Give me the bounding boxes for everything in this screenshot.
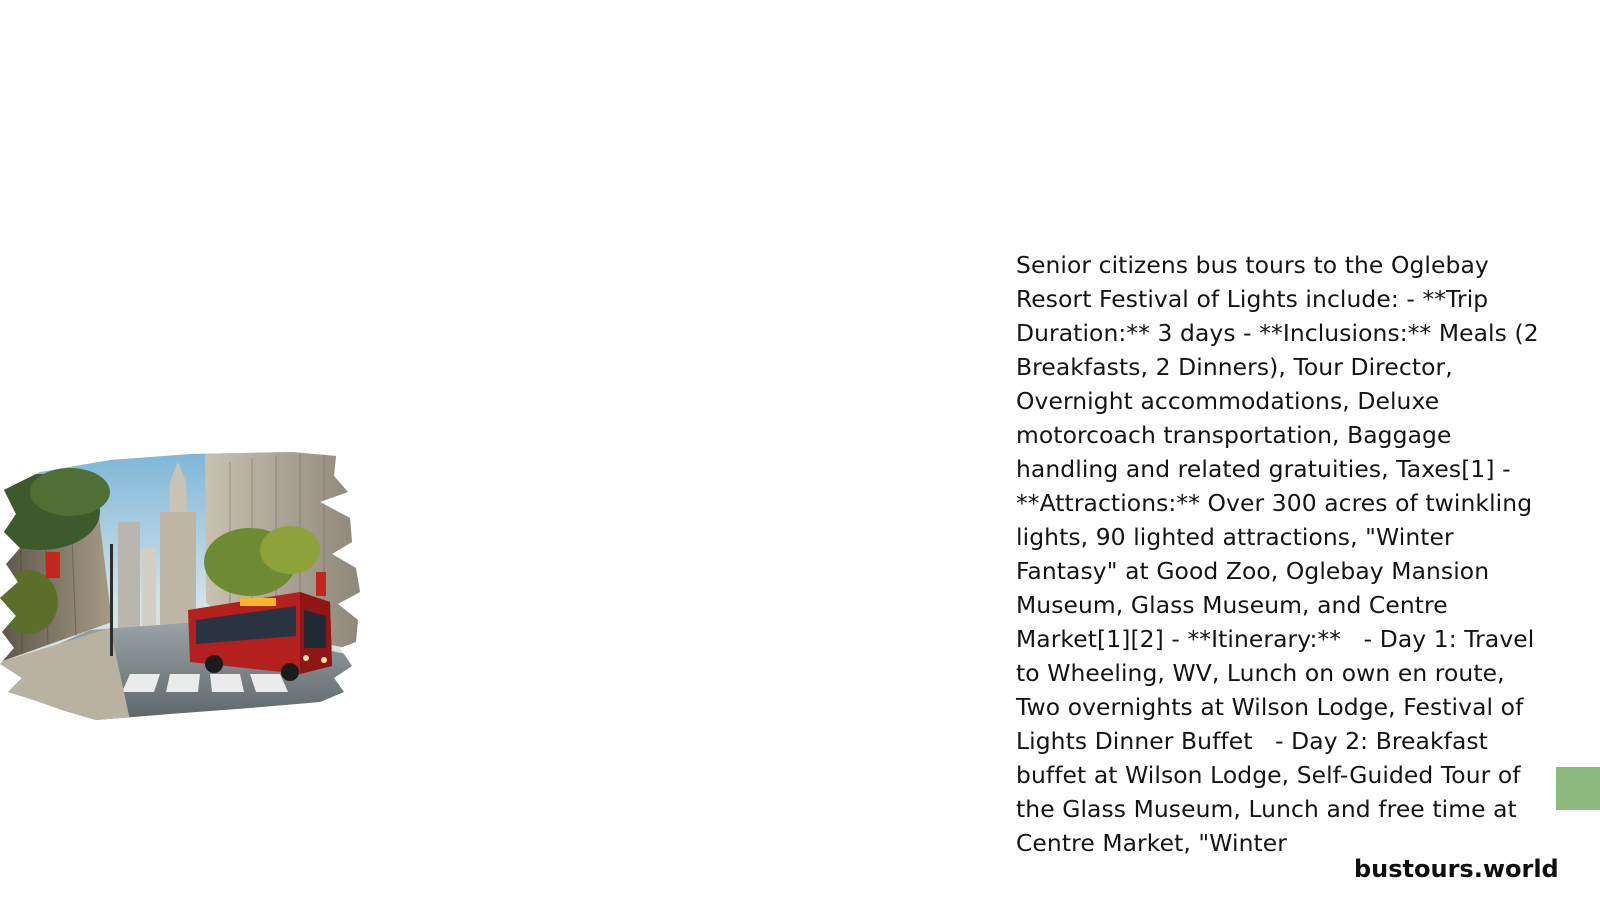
city-bus-illustration (0, 452, 364, 720)
side-tab-button[interactable] (1556, 767, 1600, 810)
brand-watermark: bustours.world (1354, 855, 1559, 883)
tour-description: Senior citizens bus tours to the Oglebay Resort Festival of Lights include: - **Trip Duration:** 3 days - **Inclusions:** Meals (2 Breakfasts, 2 Dinners), Tour Director, Overnight accommodations, Deluxe motorcoach transportation, Baggage handling and related gratuities, Taxes[1] - **Attractions:** Over 300 acres of twinkling lights, 90 lighted attractions, "Winter Fantasy" at Good Zoo, Oglebay Mansion Museum, Glass Museum, and Centre Market[1][2] - **Itinerary:** - Day 1: Travel to Wheeling, WV, Lunch on own en route, Two overnights at Wilson Lodge, Festival of Lights Dinner Buffet - Day 2: Breakfast buffet at Wilson Lodge, Self-Guided Tour of the Glass Museum, Lunch and free time at Centre Market, "Winter (1016, 251, 1547, 857)
